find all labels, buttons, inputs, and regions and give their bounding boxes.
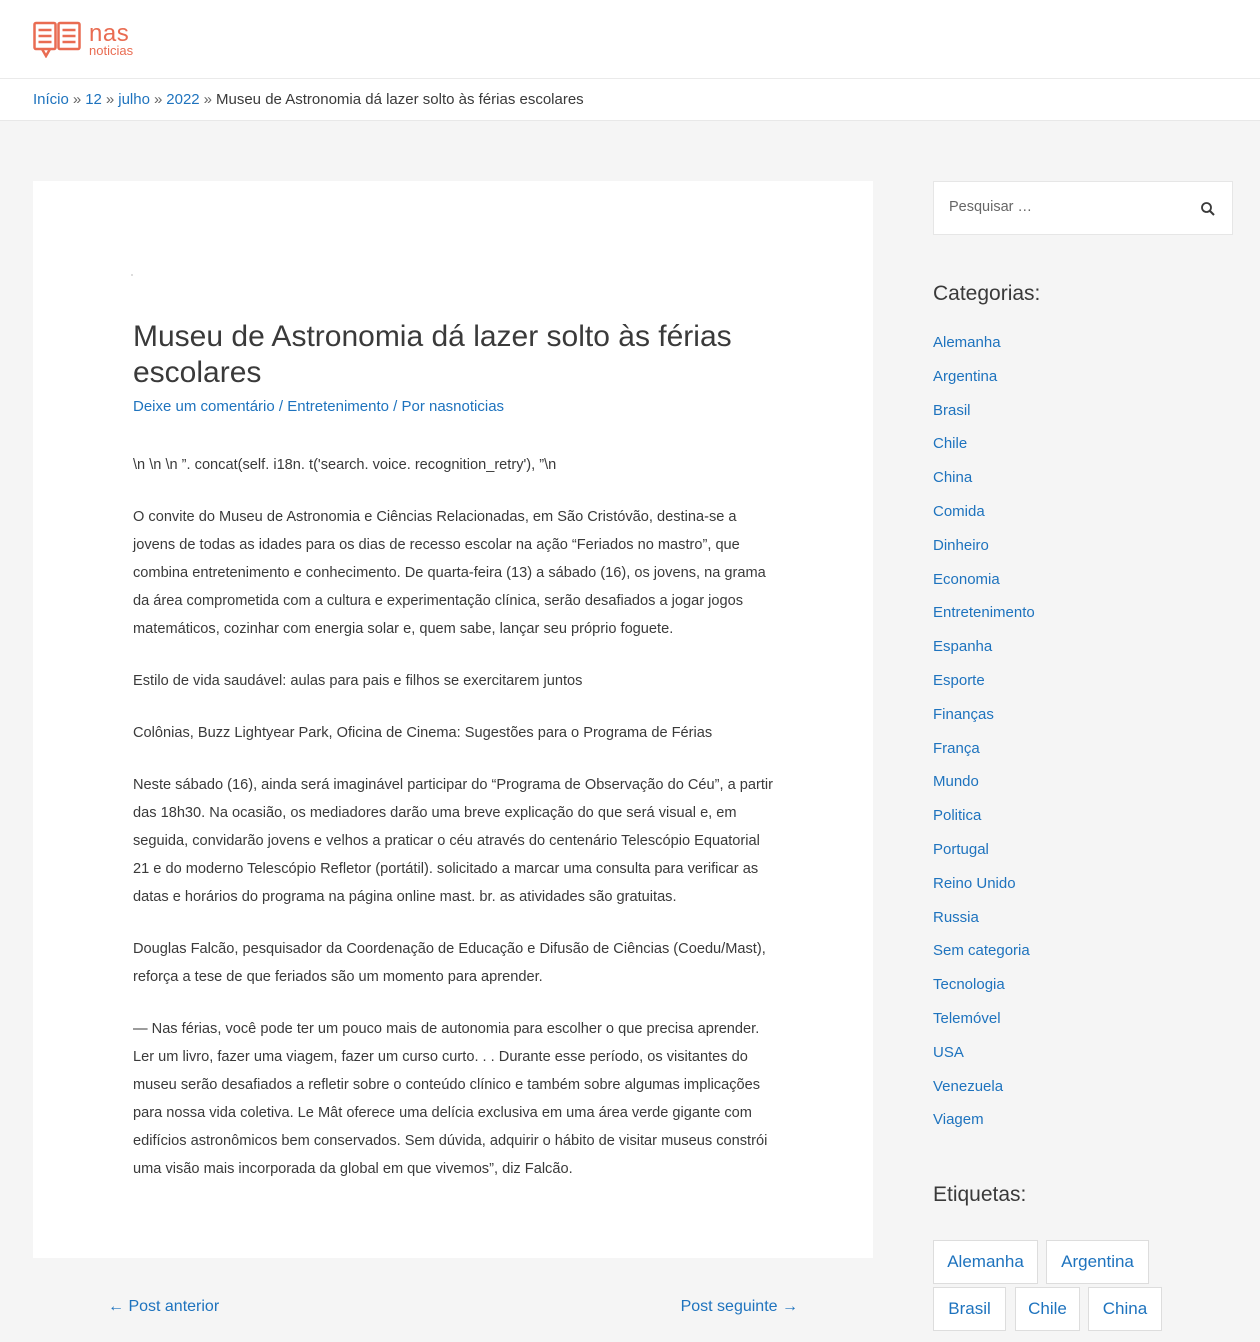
category-item: [933, 740, 1035, 774]
next-post-link[interactable]: Post seguinte →: [680, 1298, 798, 1315]
article-paragraph: Estilo de vida saudável: aulas para pais e filhos se exercitarem juntos: [133, 673, 583, 689]
category-link[interactable]: Entretenimento: [933, 604, 1035, 622]
category-link[interactable]: Venezuela: [933, 1077, 1004, 1095]
category-link[interactable]: Alemanha: [933, 334, 1001, 351]
category-item: [933, 537, 1035, 571]
category-link[interactable]: Brasil: [933, 401, 971, 419]
category-item: [933, 773, 1035, 807]
category-link[interactable]: Sem categoria: [933, 942, 1030, 960]
article-title: Museu de Astronomia dá lazer solto às férias escolares: [133, 320, 732, 389]
category-link[interactable]: Telemóvel: [933, 1009, 1001, 1027]
article-paragraph: — Nas férias, você pode ter um pouco mais de autonomia para escolher o que precisa aprender. Ler um livro, fazer uma viagem, fazer um curso curto. . . Durante esse período, os visitantes do museu serão desafiados a refletir sobre o conteúdo clínico e também sobre algumas implicações para nossa vida coletiva. Le Mât oferece uma delícia exclusiva em uma área verde gigante com edifícios astronômicos bem conservados. Sem dúvida, adquirir o hábito de visitar museus constrói uma visão mais incorporada da global em que vivemos”, diz Falcão.: [133, 1021, 768, 1177]
breadcrumb-home[interactable]: Início: [33, 91, 69, 108]
category-link[interactable]: Politica: [933, 807, 982, 825]
category-link[interactable]: Tecnologia: [933, 976, 1005, 994]
breadcrumb-separator: »: [203, 91, 212, 108]
breadcrumb-month[interactable]: julho: [118, 91, 150, 108]
breadcrumb: [33, 91, 584, 108]
site-logo[interactable]: [33, 20, 133, 58]
category-link[interactable]: China: [933, 469, 973, 487]
category-item: [933, 942, 1035, 976]
category-link[interactable]: Economia: [933, 570, 1000, 588]
category-item: [933, 909, 1035, 943]
category-link[interactable]: USA: [933, 1043, 964, 1061]
categories-list: [933, 334, 1035, 1145]
breadcrumb-bar: [0, 79, 1260, 121]
category-item: [933, 638, 1035, 672]
breadcrumb-separator: »: [153, 91, 163, 108]
category-item: [933, 571, 1035, 605]
category-item: [933, 807, 1035, 841]
category-item: [933, 469, 1035, 503]
breadcrumb-year[interactable]: 2022: [166, 91, 200, 108]
site-header: [0, 0, 1260, 79]
search-form: [933, 181, 1233, 235]
meta-separator: /: [274, 398, 288, 415]
open-book-icon: [33, 20, 81, 58]
category-link[interactable]: Viagem: [933, 1111, 984, 1129]
category-item: [933, 368, 1035, 402]
category-item: [933, 1078, 1035, 1112]
categories-title: Categorias:: [933, 282, 1041, 305]
comment-link[interactable]: Deixe um comentário: [133, 398, 275, 415]
tag-link[interactable]: Chile: [1015, 1287, 1080, 1331]
category-link[interactable]: Mundo: [933, 773, 979, 791]
category-item: [933, 334, 1035, 368]
breadcrumb-separator: »: [72, 91, 82, 108]
breadcrumb-day[interactable]: 12: [85, 91, 102, 108]
category-link[interactable]: Comida: [933, 502, 985, 520]
tag-link[interactable]: Argentina: [1046, 1240, 1149, 1284]
category-item: [933, 976, 1035, 1010]
category-item: [933, 435, 1035, 469]
category-link[interactable]: Portugal: [933, 840, 989, 858]
category-link[interactable]: França: [933, 739, 980, 757]
category-item: [933, 1111, 1035, 1145]
category-link[interactable]: Espanha: [933, 638, 993, 656]
sidebar: [933, 181, 1233, 1318]
category-link[interactable]: Chile: [933, 435, 968, 453]
tag-link[interactable]: Brasil: [933, 1287, 1006, 1331]
tags-title: Etiquetas:: [933, 1183, 1027, 1206]
meta-separator: / Por: [388, 398, 429, 415]
category-item: [933, 1044, 1035, 1078]
tag-link[interactable]: Alemanha: [933, 1240, 1038, 1284]
category-item: [933, 402, 1035, 436]
article-paragraph: Douglas Falcão, pesquisador da Coordenação de Educação e Difusão de Ciências (Coedu/Mast), reforça a tese de que feriados são um momento para aprender.: [133, 941, 766, 985]
category-link[interactable]: Entretenimento: [287, 398, 389, 415]
category-item: [933, 604, 1035, 638]
tag-link[interactable]: China: [1088, 1287, 1162, 1331]
article-paragraph: Colônias, Buzz Lightyear Park, Oficina de Cinema: Sugestões para o Programa de Férias: [133, 725, 713, 741]
logo-line-2: noticias: [89, 42, 134, 58]
category-link[interactable]: Reino Unido: [933, 874, 1016, 892]
category-link[interactable]: Finanças: [933, 705, 994, 723]
logo-line-1: nas: [89, 19, 130, 47]
article-paragraph: \n \n \n ”. concat(self. i18n. t('search. voice. recognition_retry'), ”\n: [133, 457, 557, 473]
logo-wordmark: [89, 19, 134, 58]
article-paragraph: O convite do Museu de Astronomia e Ciências Relacionadas, em São Cristóvão, destina-se a jovens de todas as idades para os dias de recesso escolar na ação “Feriados no mastro”, que combina entretenimento e conhecimento. De quarta-feira (13) a sábado (16), os jovens, na grama da área comprometida com a cultura e experimentação clínica, serão desafiados a jogar jogos matemáticos, cozinhar com energia solar e, quem sabe, lançar seu próprio foguete.: [133, 509, 766, 637]
previous-post-link[interactable]: ← Post anterior: [108, 1298, 220, 1315]
search-input[interactable]: [949, 199, 1179, 215]
category-link[interactable]: Russia: [933, 908, 979, 926]
category-item: [933, 706, 1035, 740]
search-icon[interactable]: [1200, 201, 1216, 217]
breadcrumb-current: Museu de Astronomia dá lazer solto às férias escolares: [216, 91, 584, 108]
article-card: [33, 181, 873, 1258]
category-item: [933, 841, 1035, 875]
article-paragraph: Neste sábado (16), ainda será imaginável participar do “Programa de Observação do Céu”, a partir das 18h30. Na ocasião, os mediadores darão uma breve explicação do que será visual e, em seguida, convidarão jovens e velhos a praticar o céu através do centenário Telescópio Equatorial 21 e do moderno Telescópio Refletor (portátil). solicitado a marcar uma consulta para verificar as datas e horários do programa na página online mast. br. as atividades são gratuitas.: [133, 777, 774, 905]
category-link[interactable]: Argentina: [933, 367, 998, 385]
category-link[interactable]: Dinheiro: [933, 536, 989, 554]
category-item: [933, 672, 1035, 706]
post-navigation: [33, 1290, 873, 1326]
category-link[interactable]: Esporte: [933, 671, 985, 689]
article-content: [133, 451, 778, 1207]
author-link[interactable]: nasnoticias: [429, 398, 505, 415]
category-item: [933, 1010, 1035, 1044]
image-placeholder: [131, 274, 133, 276]
category-item: [933, 875, 1035, 909]
category-item: [933, 503, 1035, 537]
breadcrumb-separator: »: [105, 91, 115, 108]
article-meta: [133, 398, 504, 415]
